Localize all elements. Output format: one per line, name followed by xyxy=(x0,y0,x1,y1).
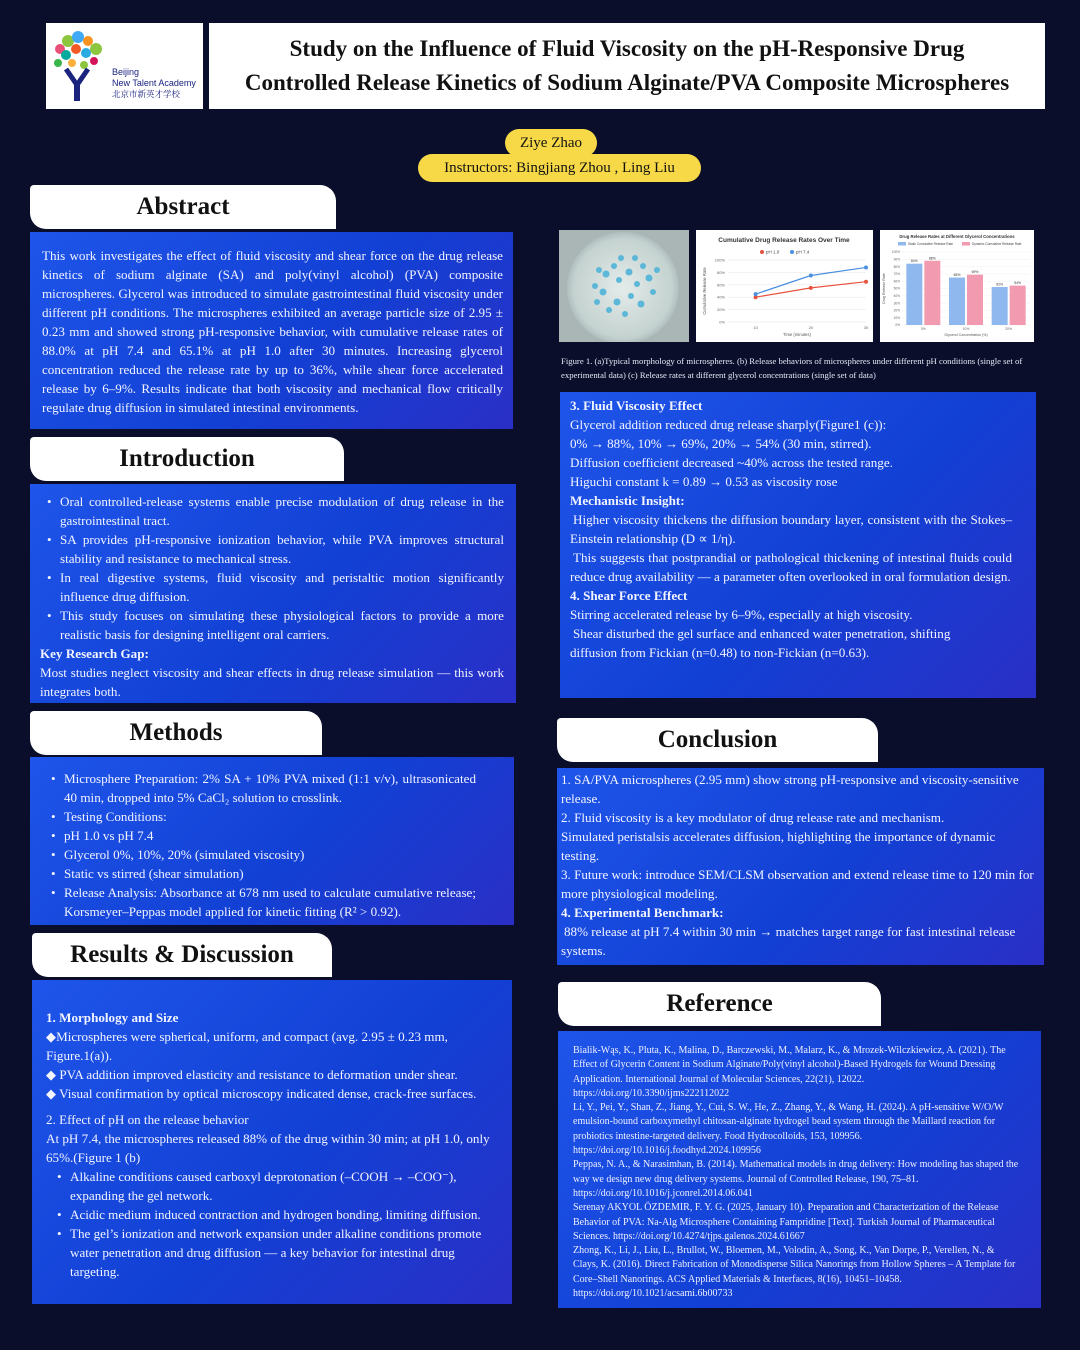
logo-text-en-2: New Talent Academy xyxy=(112,78,196,88)
methods-bullet: • Static vs stirred (shear simulation) xyxy=(44,864,476,883)
methods-bullet: • Microsphere Preparation: 2% SA + 10% PVA mixed (1:1 v/v), ultrasonicated 40 min, dropped into 5% CaCl₂ solution to crosslink. xyxy=(44,769,476,807)
results-s2-bullet: • Alkaline conditions caused carboxyl deprotonation (–COOH → –COO⁻), expanding the gel network. xyxy=(50,1167,498,1205)
results-panel xyxy=(32,980,512,1304)
methods-heading: Methods xyxy=(30,711,322,755)
chart-b-xtick: 30 xyxy=(863,325,869,330)
title-line-1: Study on the Influence of Fluid Viscosity on the pH-Responsive Drug xyxy=(289,36,965,61)
abstract-panel xyxy=(30,232,513,429)
chart-c-ytick: 80% xyxy=(893,264,900,269)
results-s1-item: ◆Microspheres were spherical, uniform, and compact (avg. 2.95 ± 0.23 mm, Figure.1(a)). xyxy=(46,1029,448,1063)
chart-b-ytick: 60% xyxy=(716,282,725,288)
chart-b-xlabel: Time (minutes) xyxy=(783,332,811,337)
results-s2-text: At pH 7.4, the microspheres released 88% of the drug within 30 min; at pH 1.0, only 65%.(Figure 1 (b) xyxy=(46,1131,490,1165)
figure-caption: Figure 1. (a)Typical morphology of microspheres. (b) Release behaviors of microspheres under different pH conditions (single set of experimental data) (c) Release rates at different glycerol concentrations (single set of data) xyxy=(561,356,1023,380)
chart-b-xtick: 10 xyxy=(753,325,758,330)
chart-c-data-label: 84% xyxy=(910,259,918,264)
reference-panel xyxy=(558,1031,1041,1308)
benchmark-title: 4. Experimental Benchmark: xyxy=(561,905,724,920)
conclusion-heading: Conclusion xyxy=(557,718,878,762)
figure-1b-line-chart xyxy=(696,230,873,342)
chart-c-bar xyxy=(1010,286,1026,325)
abstract-text: This work investigates the effect of fluid viscosity and shear force on the drug release kinetics of sodium alginate (SA) and poly(vinyl alcohol) (PVA) composite microspheres. Glycerol was introduced to simulate gastrointestinal fluid viscosity under different pH conditions. The microspheres exhibited an average particle size of 2.95 ± 0.23 mm and showed strong pH-responsive behavior, with cumulative release rates of 88.0% at pH 7.4 and 65.1% at pH 1.0 after 30 minutes. Increasing glycerol concentration reduced the release rate by up to 36%, while shear force accelerated release by 6–9%. Results indicate that both viscosity and mechanical flow critically regulate drug diffusion in simulated intestinal environments. xyxy=(42,248,503,415)
title-line-2: Controlled Release Kinetics of Sodium Alginate/PVA Composite Microspheres xyxy=(244,70,1010,95)
shear-line-1: Stirring accelerated release by 6–9%, especially at high viscosity. xyxy=(570,607,913,622)
results-heading: Results & Discussion xyxy=(32,933,332,977)
author-name: Ziye Zhao xyxy=(505,129,597,157)
conclusion-line: 3. Future work: introduce SEM/CLSM observation and extend release time to 120 min for more physiological modeling. xyxy=(561,867,1034,901)
conclusion-line: Simulated peristalsis accelerates diffusion, highlighting the importance of dynamic testing. xyxy=(561,829,996,863)
chart-c-ytick: 40% xyxy=(893,294,900,298)
methods-panel xyxy=(30,757,514,925)
chart-c-data-label: 65% xyxy=(953,273,961,278)
viscosity-title: 3. Fluid Viscosity Effect xyxy=(570,398,703,413)
viscosity-panel xyxy=(560,392,1036,698)
research-gap-text: Most studies neglect viscosity and shear effects in drug release simulation — this work integrates both. xyxy=(40,665,504,699)
results-s2-bullet: • The gel’s ionization and network expansion under alkaline conditions promote water penetration and drug diffusion — a key behavior for intestinal drug targeting. xyxy=(50,1224,498,1281)
chart-c-ytick: 70% xyxy=(893,272,900,277)
benchmark-text: 88% release at pH 7.4 within 30 min → matches target range for fast intestinal release systems. xyxy=(561,924,1016,958)
conclusion-line: 1. SA/PVA microspheres (2.95 mm) show strong pH-responsive and viscosity-sensitive release. xyxy=(561,772,1019,806)
introduction-list xyxy=(40,492,504,644)
shear-title: 4. Shear Force Effect xyxy=(570,588,688,603)
viscosity-line: Glycerol addition reduced drug release sharply(Figure1 (c)): xyxy=(570,417,887,432)
chart-c-ytick: 50% xyxy=(893,286,900,291)
chart-c-bar xyxy=(949,278,965,325)
chart-c-legend-label: Dynamic Cumulative Release Rate xyxy=(972,242,1022,247)
methods-bullet: • Testing Conditions: xyxy=(44,807,476,826)
methods-bullet: • Release Analysis: Absorbance at 678 nm used to calculate cumulative release; Korsmeyer–Peppas model applied for kinetic fitting (R² > 0.92). xyxy=(44,883,476,921)
chart-b-point xyxy=(754,292,758,296)
logo-text-en-1: Beijing xyxy=(112,67,140,77)
insight-text-1: Higher viscosity thickens the diffusion boundary layer, consistent with the Stokes–Einstein relationship (D ∝ 1/η). xyxy=(570,512,1012,546)
figure-1c-bar-chart xyxy=(880,230,1034,342)
chart-b-series-line xyxy=(756,267,866,294)
chart-c-ytick: 20% xyxy=(893,308,900,313)
logo-text-cn: 北京市新英才学校 xyxy=(112,90,181,100)
chart-b-svg xyxy=(696,230,873,342)
methods-bullet: • Glycerol 0%, 10%, 20% (simulated viscosity) xyxy=(44,845,476,864)
reference-item: Zhong, K., Li, J., Liu, L., Brullot, W., Bloemen, M., Volodin, A., Song, K., Van Dorpe, P., Verellen, N., & Clays, K. (2016). Direct Fabrication of Monodisperse Silica Nanorings from Hollow Spheres – A Template for Core–Shell Nanorings. ACS Applied Materials & Interfaces, 8(16), 10451–10458. https://doi.org/10.1021/acsami.6b00733 xyxy=(573,1245,1016,1300)
chart-c-ytick: 100% xyxy=(891,250,900,255)
chart-c-data-label: 54% xyxy=(1014,281,1022,286)
chart-b-xtick: 20 xyxy=(808,325,814,330)
intro-bullet: • Oral controlled-release systems enable precise modulation of drug release in the gastrointestinal tract. xyxy=(40,492,504,530)
insight-title: Mechanistic Insight: xyxy=(570,493,685,508)
results-s1-item: ◆ Visual confirmation by optical microscopy indicated dense, crack-free surfaces. xyxy=(46,1086,477,1101)
petri-dish-image xyxy=(559,230,689,342)
chart-c-bar xyxy=(967,275,983,325)
chart-b-legend-label: pH 7.4 xyxy=(796,249,810,255)
chart-b-point xyxy=(809,274,813,278)
reference-item: Li, Y., Pei, Y., Shan, Z., Jiang, Y., Cui, S. W., He, Z., Zhang, Y., & Wang, H. (2024). A pH-sensitive W/O/W emulsion-bound carboxymethyl chitosan-alginate hydrogel bead system through the Maillard reaction for probiotics intestine-targeted delivery. Food Hydrocolloids, 153, 109956. https://doi.org/10.1016/j.foodhyd.2024.109956 xyxy=(573,1102,1004,1157)
chart-b-point xyxy=(864,280,868,284)
chart-c-legend-swatch xyxy=(898,242,906,246)
reference-item: Peppas, N. A., & Narasimhan, B. (2014). Mathematical models in drug delivery: How modeling has shaped the way we design new drug delivery systems. Journal of Controlled Release, 190, 75–81. https://doi.org/10.1016/j.jconrel.2014.06.041 xyxy=(573,1159,1019,1199)
intro-bullet: • In real digestive systems, fluid viscosity and peristaltic motion significantly influence drug diffusion. xyxy=(40,568,504,606)
chart-c-xtick: 0% xyxy=(920,327,926,331)
chart-b-ytick: 20% xyxy=(716,307,725,313)
reference-item: Bialik-Wąs, K., Pluta, K., Malina, D., Barczewski, M., Malarz, K., & Mrozek-Wilczkiewicz, A. (2021). The Effect of Glycerin Content in Sodium Alginate/Poly(vinyl alcohol)-Based Hydrogels for Wound Dressing Application. International Journal of Molecular Sciences, 22(21), 12022. https://doi.org/10.3390/ijms222112022 xyxy=(573,1045,1006,1099)
school-logo xyxy=(46,23,203,109)
chart-b-ylabel: Cumulative Release Rate xyxy=(702,267,707,315)
chart-c-xtick: 20% xyxy=(1005,327,1013,331)
reference-item: Serenay AKYOL ÖZDEMIR, F. Y. G. (2025, January 10). Preparation and Characterization of the Release Behavior of PVA: Na-Alg Microsphere Containing Fampridine [Text]. Turkish Journal of Pharmaceutical Sciences. https://doi.org/10.4274/tjps.galenos.2024.61667 xyxy=(573,1202,999,1242)
introduction-heading: Introduction xyxy=(30,437,344,481)
chart-c-ytick: 10% xyxy=(893,315,900,320)
research-gap-title: Key Research Gap: xyxy=(40,646,149,661)
chart-c-ytick: 60% xyxy=(893,279,900,284)
conclusion-panel xyxy=(557,768,1044,965)
chart-b-legend-label: pH 1.0 xyxy=(766,249,780,255)
intro-bullet: • This study focuses on simulating these physiological factors to provide a more realistic basis for designing intelligent oral carriers. xyxy=(40,606,504,644)
chart-c-data-label: 52% xyxy=(996,282,1004,287)
poster-title xyxy=(209,23,1045,109)
chart-c-xtick: 10% xyxy=(962,327,970,331)
chart-c-xlabel: Glycerol Concentration (%) xyxy=(944,333,988,337)
results-s1-title: 1. Morphology and Size xyxy=(46,1010,179,1025)
results-s2-bullet: • Acidic medium induced contraction and hydrogen bonding, limiting diffusion. xyxy=(50,1205,498,1224)
methods-list xyxy=(44,769,476,921)
chart-c-bar xyxy=(906,264,922,325)
chart-c-legend-label: Static Cumulative Release Rate xyxy=(908,242,954,247)
chart-b-ytick: 100% xyxy=(714,257,725,263)
chart-b-legend-marker xyxy=(760,250,764,254)
chart-b-ytick: 40% xyxy=(716,294,725,300)
chart-c-data-label: 88% xyxy=(928,256,936,261)
chart-c-ytick: 0% xyxy=(895,323,900,328)
chart-b-point xyxy=(809,286,813,290)
chart-c-ytick: 90% xyxy=(893,257,900,262)
instructors: Instructors: Bingjiang Zhou , Ling Liu xyxy=(418,154,701,182)
chart-c-bar xyxy=(992,287,1008,325)
chart-b-title: Cumulative Drug Release Rates Over Time xyxy=(718,237,850,244)
chart-c-svg xyxy=(880,230,1034,342)
chart-c-bar xyxy=(924,261,940,325)
introduction-panel xyxy=(30,484,516,703)
insight-text-2: This suggests that postprandial or pathological thickening of intestinal fluids could reduce drug availability — a parameter often overlooked in oral formulation design. xyxy=(570,550,1012,584)
chart-c-legend-swatch xyxy=(962,242,970,246)
chart-b-ytick: 0% xyxy=(719,319,725,325)
results-s1-item: ◆ PVA addition improved elasticity and resistance to deformation under shear. xyxy=(46,1067,458,1082)
reference-heading: Reference xyxy=(558,982,881,1026)
chart-b-point xyxy=(864,265,868,269)
chart-c-ylabel: Drug Release Rate xyxy=(882,273,886,304)
abstract-heading: Abstract xyxy=(30,185,336,229)
tree-logo-icon xyxy=(46,23,203,109)
chart-c-data-label: 69% xyxy=(971,270,979,275)
figure-1a-microspheres-photo xyxy=(559,230,689,342)
results-s2-title: 2. Effect of pH on the release behavior xyxy=(46,1112,249,1127)
chart-b-ytick: 80% xyxy=(716,269,725,275)
viscosity-line: Diffusion coefficient decreased ~40% across the tested range. xyxy=(570,455,893,470)
chart-b-legend-marker xyxy=(790,250,794,254)
conclusion-line: 2. Fluid viscosity is a key modulator of drug release rate and mechanism. xyxy=(561,810,945,825)
viscosity-line: 0% → 88%, 10% → 69%, 20% → 54% (30 min, stirred). xyxy=(570,436,872,451)
intro-bullet: • SA provides pH-responsive ionization behavior, while PVA improves structural stability and resistance to mechanical stress. xyxy=(40,530,504,568)
shear-line-2: Shear disturbed the gel surface and enhanced water penetration, shifting diffusion from Fickian (n=0.48) to non-Fickian (n=0.63). xyxy=(570,626,951,660)
chart-c-title: Drug Release Rates at Different Glycerol Concentrations xyxy=(899,234,1015,239)
chart-c-ytick: 30% xyxy=(893,301,900,306)
results-s2-list xyxy=(50,1167,498,1281)
methods-bullet: • pH 1.0 vs pH 7.4 xyxy=(44,826,476,845)
viscosity-line: Higuchi constant k = 0.89 → 0.53 as viscosity rose xyxy=(570,474,838,489)
